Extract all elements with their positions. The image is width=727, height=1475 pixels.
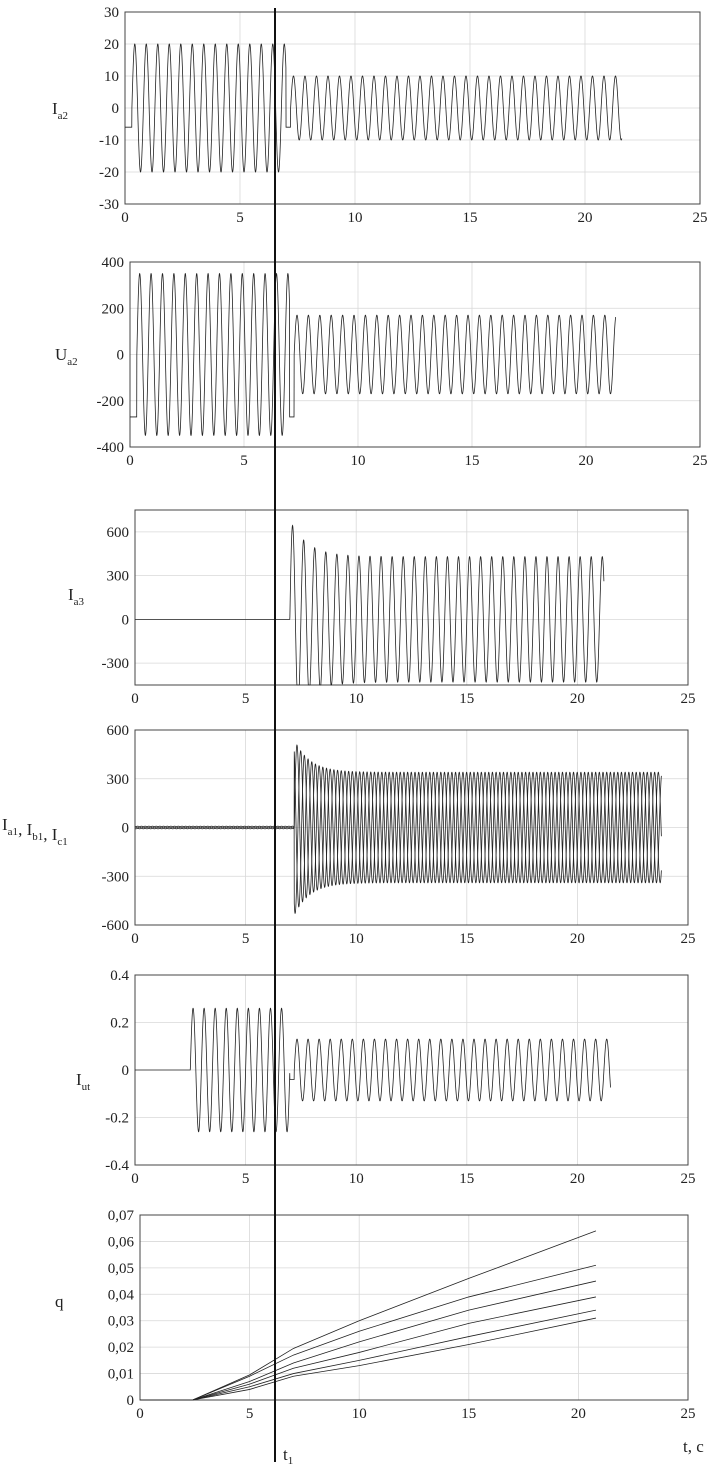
y-tick-label: 600 [106, 524, 129, 541]
panel-5 [76, 968, 696, 1187]
plot-frame [135, 510, 688, 685]
trace-series-5 [140, 1310, 596, 1400]
y-tick-label: -10 [99, 133, 119, 149]
x-tick-label: 10 [350, 453, 366, 469]
y-tick-label: 20 [104, 37, 119, 53]
x-axis-title: t, c [683, 1437, 704, 1456]
x-tick-label: 20 [577, 210, 593, 226]
y-tick-label: -0.2 [105, 1110, 129, 1127]
x-tick-label: 0 [131, 1171, 139, 1187]
y-axis-label: $I_{a3}$ [68, 585, 85, 608]
x-tick-label: 5 [245, 1406, 254, 1422]
panel-2 [55, 255, 708, 469]
trace-series-3 [140, 1281, 596, 1400]
plot-frame [140, 1215, 688, 1400]
y-tick-label: 0 [116, 347, 124, 364]
y-tick-label: 0 [126, 1393, 134, 1409]
y-tick-label: 300 [106, 771, 129, 788]
panel-1 [52, 5, 708, 226]
panel-3 [68, 510, 696, 707]
y-tick-label: 0,06 [107, 1234, 134, 1251]
y-axis-label: $I_{ut}$ [76, 1070, 91, 1093]
y-tick-label: -200 [96, 393, 124, 410]
marker-label: $t_1$ [283, 1445, 294, 1467]
y-tick-label: 30 [104, 5, 119, 21]
y-tick-label: 0,02 [107, 1340, 134, 1357]
y-tick-label: 0,03 [107, 1313, 134, 1330]
x-tick-label: 0 [136, 1406, 144, 1422]
y-tick-label: 0,04 [107, 1287, 134, 1304]
x-tick-label: 0 [121, 210, 129, 226]
y-axis-label: $I_{a1}$, $I_{b1}$, $I_{c1}$ [2, 815, 68, 848]
y-tick-label: 400 [101, 255, 124, 271]
y-tick-label: 0.2 [110, 1015, 129, 1032]
x-tick-label: 15 [464, 453, 480, 469]
x-tick-label: 10 [351, 1406, 367, 1422]
panel-4 [2, 723, 696, 947]
x-tick-label: 10 [348, 691, 364, 707]
trace-series-1 [140, 1231, 596, 1400]
x-tick-label: 0 [131, 931, 139, 947]
trace-series-2 [135, 751, 661, 906]
x-tick-label: 5 [241, 1171, 250, 1187]
trace-series-3 [135, 751, 661, 914]
trace-series-1 [135, 525, 604, 685]
x-tick-label: 5 [241, 691, 250, 707]
x-tick-label: 10 [347, 210, 363, 226]
y-tick-label: 10 [104, 69, 119, 85]
y-tick-label: 0,01 [107, 1366, 134, 1383]
y-tick-label: 0 [111, 101, 119, 117]
y-tick-label: 0 [121, 612, 129, 629]
y-tick-label: 0.4 [110, 968, 129, 984]
y-tick-label: 300 [106, 568, 129, 585]
y-tick-label: -30 [99, 197, 119, 213]
y-tick-label: -0.4 [105, 1158, 129, 1174]
y-tick-label: 0 [121, 1063, 129, 1079]
x-tick-label: 20 [569, 1171, 585, 1187]
y-tick-label: 600 [106, 723, 129, 739]
y-tick-label: -600 [101, 918, 129, 934]
x-tick-label: 20 [569, 691, 585, 707]
x-tick-label: 25 [680, 931, 696, 947]
x-tick-label: 10 [348, 931, 364, 947]
x-tick-label: 10 [348, 1171, 364, 1187]
x-tick-label: 25 [680, 1171, 696, 1187]
x-tick-label: 15 [461, 1406, 477, 1422]
x-tick-label: 20 [569, 931, 585, 947]
y-tick-label: 0,07 [107, 1208, 134, 1224]
y-tick-label: -20 [99, 165, 119, 181]
x-tick-label: 25 [692, 453, 708, 469]
y-axis-label: $U_{a2}$ [55, 345, 78, 368]
x-tick-label: 15 [459, 931, 475, 947]
x-tick-label: 15 [459, 1171, 475, 1187]
x-tick-label: 25 [680, 691, 696, 707]
y-axis-label: q [55, 1292, 64, 1311]
x-tick-label: 0 [126, 453, 134, 469]
x-tick-label: 20 [570, 1406, 586, 1422]
y-tick-label: 200 [101, 301, 124, 318]
trace-series-4 [140, 1297, 596, 1400]
y-tick-label: 0 [121, 820, 129, 837]
x-tick-label: 25 [692, 210, 708, 226]
x-tick-label: 25 [680, 1406, 696, 1422]
y-tick-label: -300 [101, 869, 129, 886]
panel-6 [55, 1208, 696, 1422]
trace-series-6 [140, 1318, 596, 1400]
y-tick-label: -300 [101, 656, 129, 673]
x-tick-label: 5 [241, 931, 250, 947]
x-tick-label: 20 [578, 453, 594, 469]
x-tick-label: 15 [462, 210, 478, 226]
x-tick-label: 15 [459, 691, 475, 707]
x-tick-label: 0 [131, 691, 139, 707]
x-tick-label: 5 [236, 210, 244, 226]
x-tick-label: 5 [240, 453, 248, 469]
y-tick-label: 0,05 [107, 1260, 134, 1277]
y-tick-label: -400 [96, 440, 124, 456]
y-axis-label: $I_{a2}$ [52, 99, 69, 122]
